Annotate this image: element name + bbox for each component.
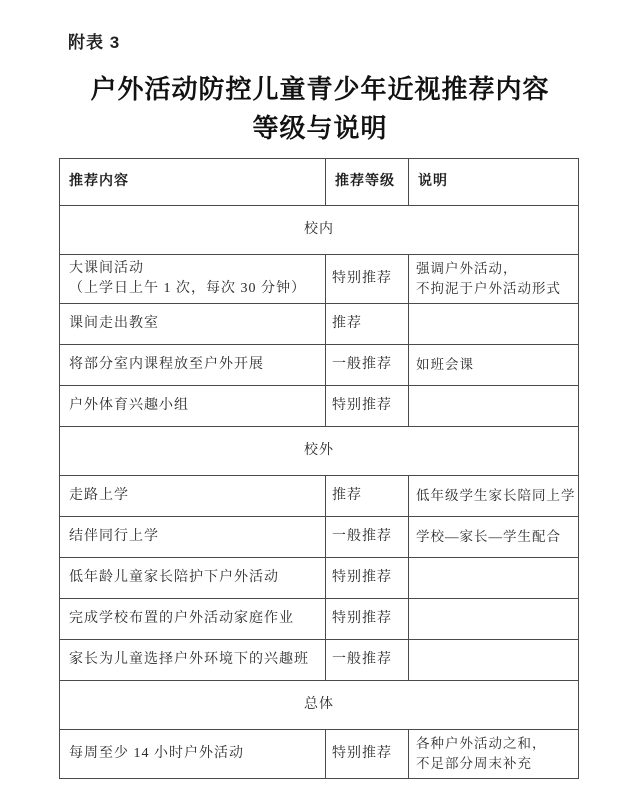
- table-row: [60, 345, 579, 386]
- cell-grade: 特别推荐: [326, 558, 409, 599]
- cell-grade: 特别推荐: [326, 599, 409, 640]
- cell-content: 大课间活动 （上学日上午 1 次，每次 30 分钟）: [60, 255, 326, 304]
- cell-grade: 推荐: [326, 304, 409, 345]
- cell-grade: 特别推荐: [326, 255, 409, 304]
- cell-content: 课间走出教室: [60, 304, 326, 345]
- cell-grade: 一般推荐: [326, 517, 409, 558]
- section-row: [60, 681, 579, 730]
- cell-note: [409, 558, 579, 599]
- table-row: [60, 476, 579, 517]
- cell-note: [409, 386, 579, 427]
- cell-content: 户外体育兴趣小组: [60, 386, 326, 427]
- cell-note: [409, 304, 579, 345]
- table-row: [60, 640, 579, 681]
- page-title-line1: 户外活动防控儿童青少年近视推荐内容: [90, 75, 550, 104]
- table-row: [60, 730, 579, 779]
- table-body: [60, 206, 579, 779]
- section-label: 总体: [60, 681, 579, 730]
- table-row: [60, 304, 579, 345]
- cell-grade: 一般推荐: [326, 640, 409, 681]
- annex-label: 附表 3: [68, 33, 121, 52]
- cell-note: 强调户外活动， 不拘泥于户外活动形式: [409, 255, 579, 304]
- header-recommended-content: 推荐内容: [60, 159, 326, 206]
- page-title: [0, 70, 640, 148]
- section-row: [60, 427, 579, 476]
- cell-content: 每周至少 14 小时户外活动: [60, 730, 326, 779]
- cell-content: 低年龄儿童家长陪护下户外活动: [60, 558, 326, 599]
- section-label: 校内: [60, 206, 579, 255]
- cell-note: 各种户外活动之和， 不足部分周末补充: [409, 730, 579, 779]
- table-row: [60, 386, 579, 427]
- recommendation-table: [59, 158, 579, 779]
- cell-content: 完成学校布置的户外活动家庭作业: [60, 599, 326, 640]
- cell-grade: 特别推荐: [326, 386, 409, 427]
- cell-grade: 推荐: [326, 476, 409, 517]
- cell-note: 学校—家长—学生配合: [409, 517, 579, 558]
- table-header-row: [60, 159, 579, 206]
- header-recommendation-grade: 推荐等级: [326, 159, 409, 206]
- cell-note: [409, 599, 579, 640]
- cell-note: 如班会课: [409, 345, 579, 386]
- cell-content: 结伴同行上学: [60, 517, 326, 558]
- table-row: [60, 255, 579, 304]
- cell-content: 将部分室内课程放至户外开展: [60, 345, 326, 386]
- section-label: 校外: [60, 427, 579, 476]
- cell-content: 走路上学: [60, 476, 326, 517]
- header-explanation: 说明: [409, 159, 579, 206]
- cell-note: [409, 640, 579, 681]
- page-title-line2: 等级与说明: [252, 114, 388, 143]
- table-row: [60, 517, 579, 558]
- cell-grade: 一般推荐: [326, 345, 409, 386]
- cell-grade: 特别推荐: [326, 730, 409, 779]
- table-row: [60, 558, 579, 599]
- section-row: [60, 206, 579, 255]
- cell-content: 家长为儿童选择户外环境下的兴趣班: [60, 640, 326, 681]
- table-row: [60, 599, 579, 640]
- cell-note: 低年级学生家长陪同上学: [409, 476, 579, 517]
